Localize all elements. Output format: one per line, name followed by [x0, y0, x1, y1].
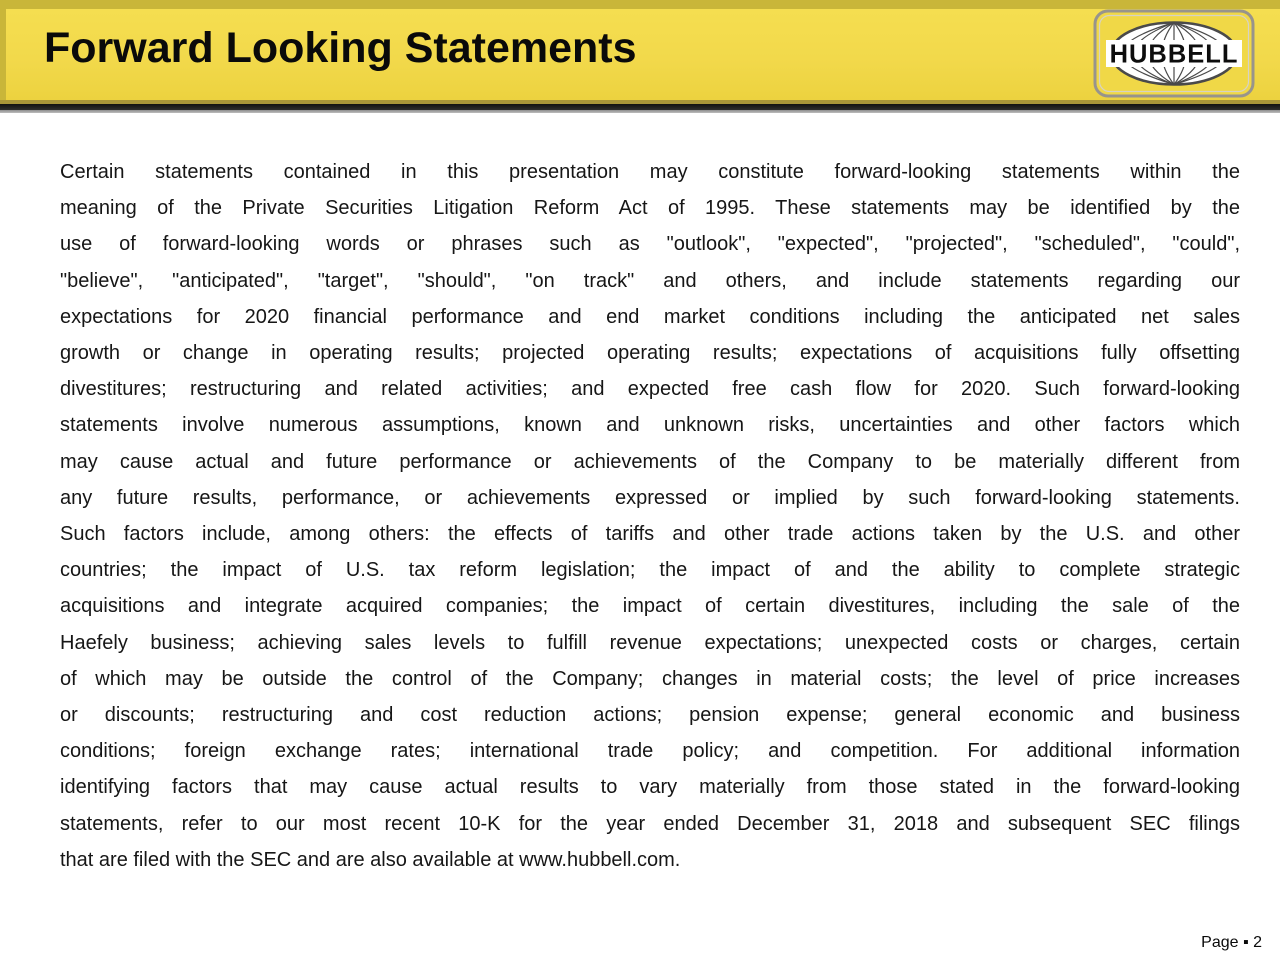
paragraph-line: meaning of the Private Securities Litigation Reform Act of 1995. These statements may be identified by the — [60, 197, 1240, 220]
disclaimer-paragraph — [60, 154, 1240, 878]
globe-icon — [1093, 9, 1255, 98]
logo-wordmark: HUBBELL — [1109, 40, 1239, 69]
paragraph-line: growth or change in operating results; projected operating results; expectations of acquisitions fully offsetting — [60, 342, 1240, 365]
paragraph-line: conditions; foreign exchange rates; international trade policy; and competition. For additional information — [60, 740, 1240, 763]
header-banner — [0, 0, 1280, 100]
paragraph-line: may cause actual and future performance or achievements of the Company to be materially different from — [60, 450, 1240, 473]
paragraph-line: expectations for 2020 financial performance and end market conditions including the anticipated net sales — [60, 305, 1240, 328]
paragraph-line: Such factors include, among others: the effects of tariffs and other trade actions taken by the U.S. and other — [60, 523, 1240, 546]
banner-edge-gray — [0, 110, 1280, 113]
page-number: Page ▪ 2 — [1201, 934, 1262, 951]
paragraph-line: of which may be outside the control of the Company; changes in material costs; the level of price increases — [60, 667, 1240, 690]
hubbell-logo — [1093, 9, 1255, 98]
paragraph-line: "believe", "anticipated", "target", "should", "on track" and others, and include statements regarding our — [60, 269, 1240, 292]
paragraph-line: acquisitions and integrate acquired companies; the impact of certain divestitures, including the sale of the — [60, 595, 1240, 618]
paragraph-line: Haefely business; achieving sales levels to fulfill revenue expectations; unexpected costs or charges, certain — [60, 631, 1240, 654]
paragraph-line: identifying factors that may cause actual results to vary materially from those stated in the forward-looking — [60, 776, 1240, 799]
paragraph-line: statements involve numerous assumptions, known and unknown risks, uncertainties and other factors which — [60, 414, 1240, 437]
paragraph-line: that are filed with the SEC and are also available at www.hubbell.com. — [60, 848, 681, 871]
paragraph-line: any future results, performance, or achievements expressed or implied by such forward-looking statements. — [60, 486, 1240, 509]
paragraph-line: statements, refer to our most recent 10-K for the year ended December 31, 2018 and subsequent SEC filings — [60, 812, 1240, 835]
slide-title: Forward Looking Statements — [44, 24, 637, 72]
paragraph-line: or discounts; restructuring and cost reduction actions; pension expense; general economic and business — [60, 704, 1240, 727]
paragraph-line: use of forward-looking words or phrases such as "outlook", "expected", "projected", "scheduled", "could", — [60, 233, 1240, 256]
paragraph-line: divestitures; restructuring and related activities; and expected free cash flow for 2020. Such forward-looking — [60, 378, 1240, 401]
paragraph-line: countries; the impact of U.S. tax reform legislation; the impact of and the ability to complete strategic — [60, 559, 1240, 582]
paragraph-line: Certain statements contained in this presentation may constitute forward-looking statements within the — [60, 161, 1240, 183]
